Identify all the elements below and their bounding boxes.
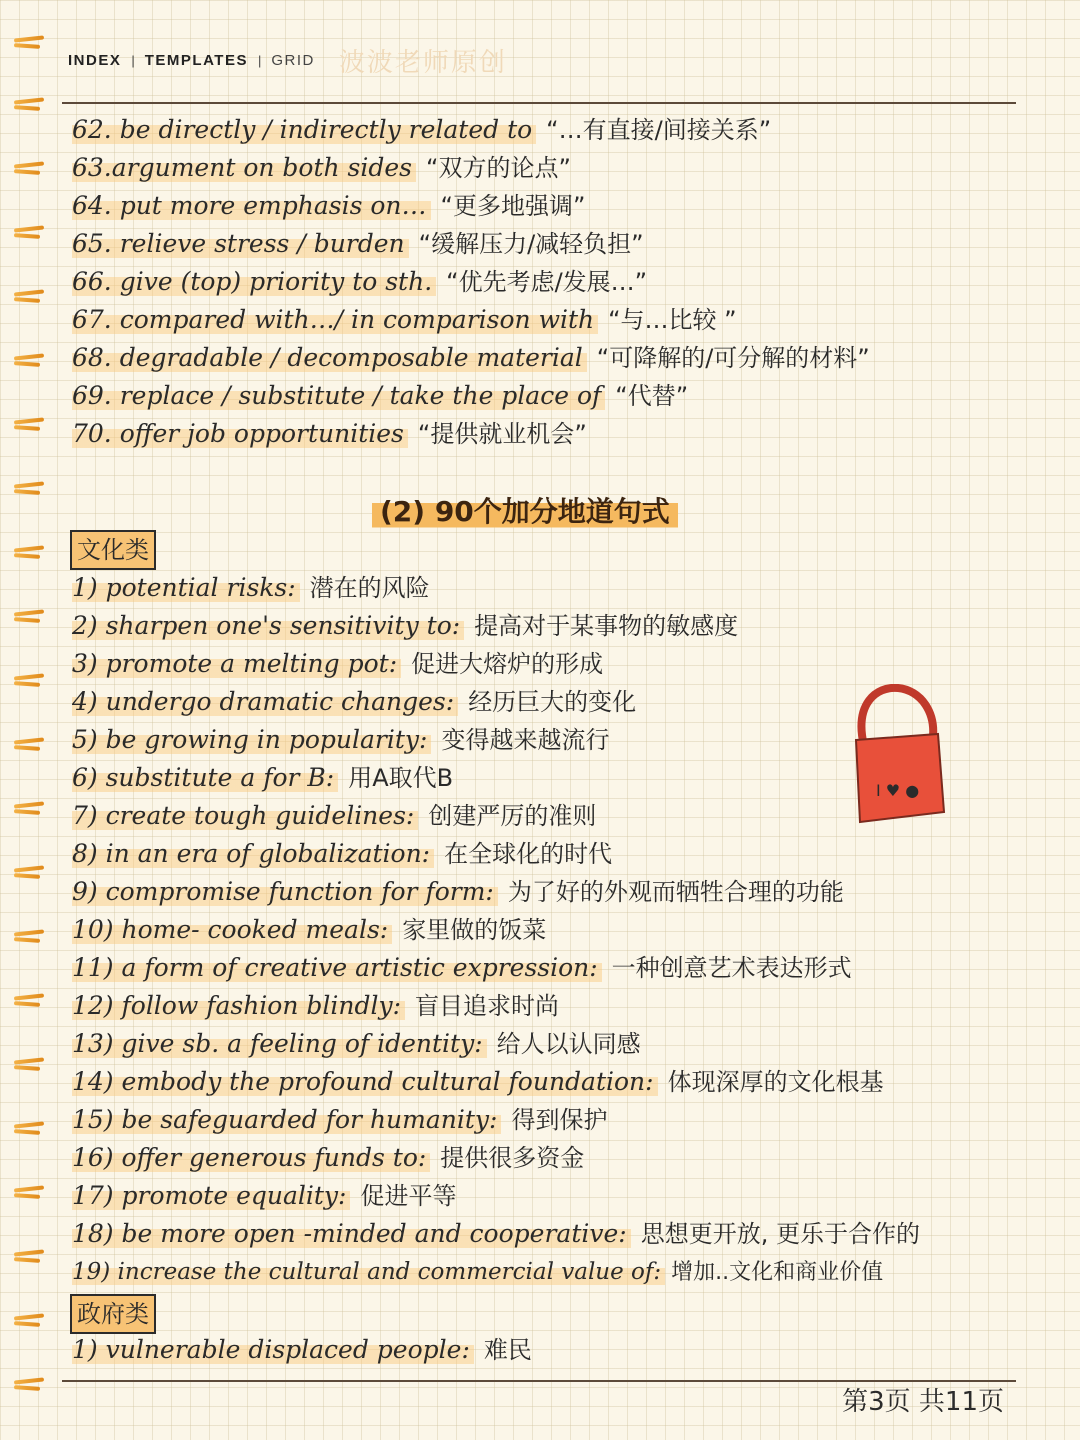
phrase-zh: 促进平等 [360,1182,457,1210]
author-watermark: 波波老师原创 [338,47,507,78]
page-header [68,40,507,80]
phrase-en: 7) create tough guidelines: [72,801,418,830]
phrase-en: 4) undergo dramatic changes: [72,687,458,716]
phrase-zh: 创建严厉的准则 [428,802,597,830]
binding-ring-icon [14,480,46,498]
phrase-zh: 增加..文化和商业价值 [671,1260,884,1285]
phrase-zh: “优先考虑/发展…” [446,268,648,296]
phrase-en: 2) sharpen one's sensitivity to: [72,611,464,640]
list-item [72,416,587,452]
binding-ring-icon [14,288,46,306]
list-item [72,912,546,948]
phrase-zh: 家里做的饭菜 [402,916,547,944]
list-item [72,112,771,148]
phrase-en: 13) give sb. a feeling of identity: [72,1029,487,1058]
list-item [72,836,612,872]
phrase-en: 70. offer job opportunities [72,419,408,448]
phrase-zh: 提供很多资金 [440,1144,585,1172]
binding-ring-icon [14,1184,46,1202]
phrase-zh: 难民 [483,1336,532,1364]
phrase-en: 17) promote equality: [72,1181,350,1210]
list-item [72,950,852,986]
list-item [72,302,737,338]
phrase-en: 69. replace / substitute / take the place of [72,381,605,410]
list-item [72,150,571,186]
phrase-en: 16) offer generous funds to: [72,1143,430,1172]
section-title: (2) 90个加分地道句式 [372,490,678,534]
list-item [72,188,585,224]
list-item [72,1216,920,1252]
phrase-en: 15) be safeguarded for humanity: [72,1105,501,1134]
phrase-en: 1) potential risks: [72,573,300,602]
nav-separator: | [131,52,135,68]
list-item [72,798,596,834]
binding-ring-icon [14,864,46,882]
list-item [72,1140,584,1176]
bag-body [856,734,944,822]
phrase-zh: 得到保护 [511,1106,608,1134]
nav-templates[interactable]: TEMPLATES [144,51,248,69]
phrase-en: 5) be growing in popularity: [72,725,431,754]
top-divider [62,102,1016,104]
binding-ring-icon [14,1376,46,1394]
notebook-binding [0,0,60,1440]
phrase-en: 19) increase the cultural and commercial value of: [72,1259,665,1285]
category-label-government: 政府类 [70,1294,156,1334]
phrase-zh: 思想更开放, 更乐于合作的 [640,1220,920,1248]
phrase-zh: “更多地强调” [440,192,586,220]
phrase-zh: “可降解的/可分解的材料” [596,344,870,372]
list-item [72,1064,884,1100]
nav-grid[interactable]: GRID [271,51,315,69]
binding-ring-icon [14,224,46,242]
phrase-zh: 用A取代B [348,764,454,792]
nav-index[interactable]: INDEX [68,51,122,69]
list-item [72,264,647,300]
binding-ring-icon [14,96,46,114]
list-item [72,378,688,414]
bottom-divider [62,1380,1016,1382]
phrase-zh: “提供就业机会” [417,420,587,448]
list-item [72,722,609,758]
list-item [72,340,870,376]
phrase-en: 14) embody the profound cultural foundation: [72,1067,658,1096]
phrase-zh: 提高对于某事物的敏感度 [474,612,739,640]
binding-ring-icon [14,34,46,52]
bag-print-text: I ♥ ● [876,781,920,800]
category-label-culture: 文化类 [70,530,156,570]
list-item [72,1332,532,1368]
phrase-zh: 盲目追求时尚 [415,992,560,1020]
phrase-en: 3) promote a melting pot: [72,649,401,678]
phrase-zh: “与…比较 ” [608,306,737,334]
list-item [72,226,644,262]
binding-ring-icon [14,800,46,818]
list-item [72,874,844,910]
phrase-zh: 在全球化的时代 [444,840,613,868]
binding-ring-icon [14,928,46,946]
list-item [72,1254,883,1290]
phrase-en: 67. compared with…/ in comparison with [72,305,598,334]
phrase-en: 68. degradable / decomposable material [72,343,587,372]
phrase-zh: 变得越来越流行 [441,726,610,754]
phrase-zh: “代替” [615,382,689,410]
phrase-en: 66. give (top) priority to sth. [72,267,436,296]
phrase-zh: 潜在的风险 [309,574,430,602]
list-item [72,646,603,682]
binding-ring-icon [14,544,46,562]
phrase-zh: “缓解压力/减轻负担” [418,230,644,258]
phrase-zh: “…有直接/间接关系” [546,116,772,144]
phrase-en: 10) home- cooked meals: [72,915,392,944]
list-item [72,760,453,796]
phrase-en: 8) in an era of globalization: [72,839,434,868]
binding-ring-icon [14,672,46,690]
binding-ring-icon [14,608,46,626]
phrase-zh: 促进大熔炉的形成 [411,650,604,678]
list-item [72,1102,607,1138]
phrase-en: 62. be directly / indirectly related to [72,115,536,144]
phrase-en: 65. relieve stress / burden [72,229,409,258]
binding-ring-icon [14,736,46,754]
phrase-zh: 一种创意艺术表达形式 [611,954,852,982]
phrase-zh: 为了好的外观而牺牲合理的功能 [507,878,844,906]
tote-bag-sticker [846,684,946,824]
phrase-en: 11) a form of creative artistic expression: [72,953,602,982]
binding-ring-icon [14,160,46,178]
binding-ring-icon [14,992,46,1010]
binding-ring-icon [14,416,46,434]
phrase-en: 9) compromise function for form: [72,877,498,906]
phrase-zh: 经历巨大的变化 [468,688,637,716]
phrase-en: 63.argument on both sides [72,153,416,182]
list-item [72,1178,456,1214]
list-item [72,570,430,606]
phrase-en: 64. put more emphasis on… [72,191,431,220]
nav-separator: | [257,52,262,68]
list-item [72,684,636,720]
list-item [72,608,738,644]
list-item [72,988,559,1024]
phrase-en: 6) substitute a for B: [72,763,338,792]
phrase-en: 1) vulnerable displaced people: [72,1335,474,1364]
phrase-en: 12) follow fashion blindly: [72,991,405,1020]
list-item [72,1026,641,1062]
phrase-en: 18) be more open -minded and cooperative: [72,1219,631,1248]
binding-ring-icon [14,1120,46,1138]
phrase-zh: 体现深厚的文化根基 [667,1068,884,1096]
binding-ring-icon [14,1248,46,1266]
binding-ring-icon [14,352,46,370]
phrase-zh: “双方的论点” [426,154,571,182]
page-indicator: 第3页 共11页 [842,1387,1004,1417]
phrase-zh: 给人以认同感 [496,1030,641,1058]
binding-ring-icon [14,1312,46,1330]
binding-ring-icon [14,1056,46,1074]
